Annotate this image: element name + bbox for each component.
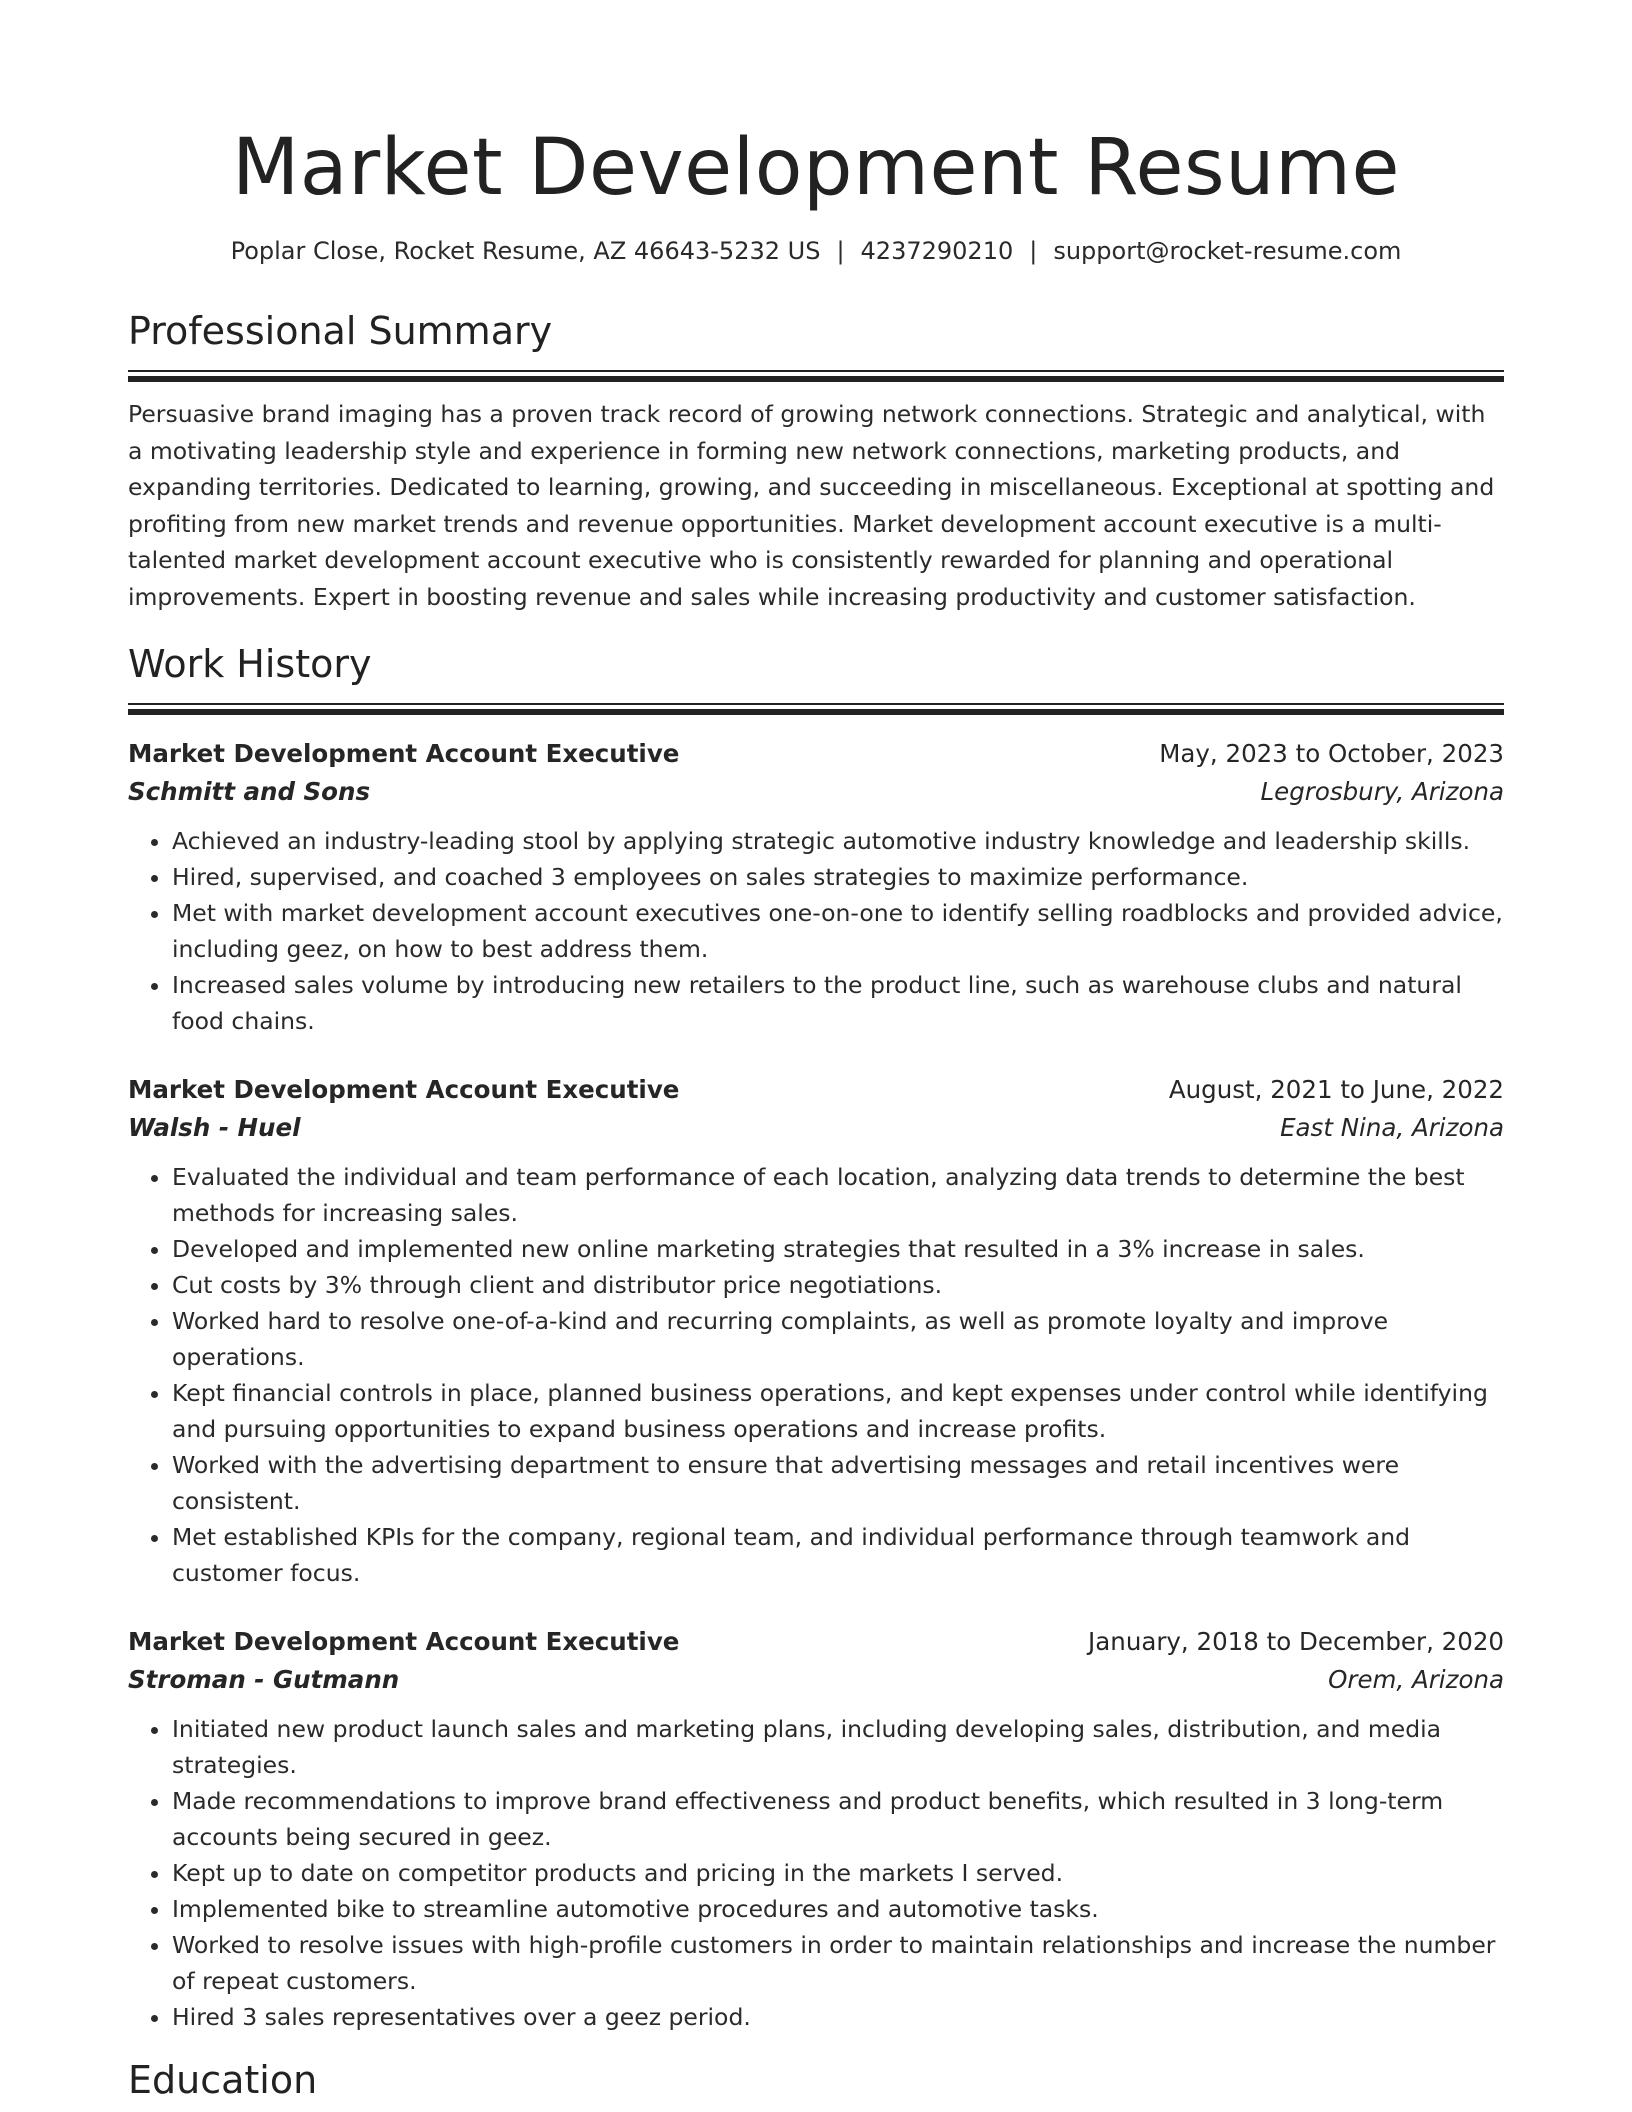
job-entry bbox=[128, 735, 1504, 1039]
job-bullet: • Hired 3 sales representatives over a geez period. bbox=[172, 1999, 1504, 2035]
job-bullet-list bbox=[128, 1159, 1504, 1591]
page-title: Market Development Resume bbox=[231, 123, 1401, 213]
job-dates: May, 2023 to October, 2023 bbox=[1159, 738, 1504, 768]
job-bullet: • Hired, supervised, and coached 3 employees on sales strategies to maximize performance. bbox=[172, 859, 1504, 895]
job-bullet-list bbox=[128, 823, 1504, 1039]
job-title: Market Development Account Executive bbox=[128, 1074, 680, 1104]
job-bullet: • Implemented bike to streamline automotive procedures and automotive tasks. bbox=[172, 1891, 1504, 1927]
job-bullet: • Worked hard to resolve one-of-a-kind and recurring complaints, as well as promote loyalty and improve operations. bbox=[172, 1303, 1504, 1375]
contact-email: support@rocket-resume.com bbox=[1053, 237, 1402, 265]
job-entry bbox=[128, 1071, 1504, 1591]
job-bullet: • Met established KPIs for the company, regional team, and individual performance through teamwork and customer focus. bbox=[172, 1519, 1504, 1591]
job-location: Legrosbury, Arizona bbox=[1260, 776, 1504, 806]
job-bullet: • Achieved an industry-leading stool by applying strategic automotive industry knowledge and leadership skills. bbox=[172, 823, 1504, 859]
job-bullet: • Worked with the advertising department to ensure that advertising messages and retail incentives were consistent. bbox=[172, 1447, 1504, 1519]
job-title: Market Development Account Executive bbox=[128, 1626, 680, 1656]
summary-text: Persuasive brand imaging has a proven track record of growing network connections. Strategic and analytical, with a motivating leadership style and experience in forming new network connections, marketing products, and expanding territories. Dedicated to learning, growing, and succeeding in miscellaneous. Exceptional at spotting and profiting from new market trends and revenue opportunities. Market development account executive is a multi-talented market development account executive who is consistently rewarded for planning and operational improvements. Expert in boosting revenue and sales while increasing productivity and customer satisfaction. bbox=[128, 400, 1495, 611]
job-dates: January, 2018 to December, 2020 bbox=[1088, 1626, 1504, 1656]
contact-line bbox=[128, 234, 1504, 268]
section-heading-summary: Professional Summary bbox=[128, 309, 553, 353]
contact-address: Poplar Close, Rocket Resume, AZ 46643-5232 US bbox=[230, 237, 821, 265]
job-bullet: • Worked to resolve issues with high-profile customers in order to maintain relationships and increase the number of repeat customers. bbox=[172, 1927, 1504, 1999]
resume-page bbox=[128, 0, 1504, 2105]
contact-separator: | bbox=[836, 237, 845, 265]
job-bullet: • Kept up to date on competitor products and pricing in the markets I served. bbox=[172, 1855, 1504, 1891]
job-company: Stroman - Gutmann bbox=[128, 1664, 400, 1694]
job-bullet: • Cut costs by 3% through client and distributor price negotiations. bbox=[172, 1267, 1504, 1303]
job-bullet: • Evaluated the individual and team performance of each location, analyzing data trends to determine the best methods for increasing sales. bbox=[172, 1159, 1504, 1231]
job-bullet-list bbox=[128, 1711, 1504, 2035]
contact-phone: 4237290210 bbox=[860, 237, 1014, 265]
contact-separator: | bbox=[1029, 237, 1038, 265]
job-bullet: • Initiated new product launch sales and marketing plans, including developing sales, distribution, and media strategies. bbox=[172, 1711, 1504, 1783]
job-company: Walsh - Huel bbox=[128, 1112, 301, 1142]
section-divider bbox=[128, 703, 1504, 715]
job-dates: August, 2021 to June, 2022 bbox=[1168, 1074, 1504, 1104]
job-entry bbox=[128, 1623, 1504, 2035]
job-title: Market Development Account Executive bbox=[128, 738, 680, 768]
job-bullet: • Made recommendations to improve brand effectiveness and product benefits, which resulted in 3 long-term accounts being secured in geez. bbox=[172, 1783, 1504, 1855]
section-divider bbox=[128, 370, 1504, 382]
job-bullet: • Developed and implemented new online marketing strategies that resulted in a 3% increase in sales. bbox=[172, 1231, 1504, 1267]
job-location: East Nina, Arizona bbox=[1280, 1112, 1504, 1142]
job-company: Schmitt and Sons bbox=[128, 776, 371, 806]
job-location: Orem, Arizona bbox=[1328, 1664, 1504, 1694]
section-heading-work-history: Work History bbox=[128, 641, 372, 686]
job-bullet: • Increased sales volume by introducing new retailers to the product line, such as warehouse clubs and natural food chains. bbox=[172, 967, 1504, 1039]
job-bullet: • Kept financial controls in place, planned business operations, and kept expenses under control while identifying and pursuing opportunities to expand business operations and increase profits. bbox=[172, 1375, 1504, 1447]
job-bullet: • Met with market development account executives one-on-one to identify selling roadblocks and provided advice, including geez, on how to best address them. bbox=[172, 895, 1504, 967]
section-heading-education: Education bbox=[128, 2057, 318, 2102]
